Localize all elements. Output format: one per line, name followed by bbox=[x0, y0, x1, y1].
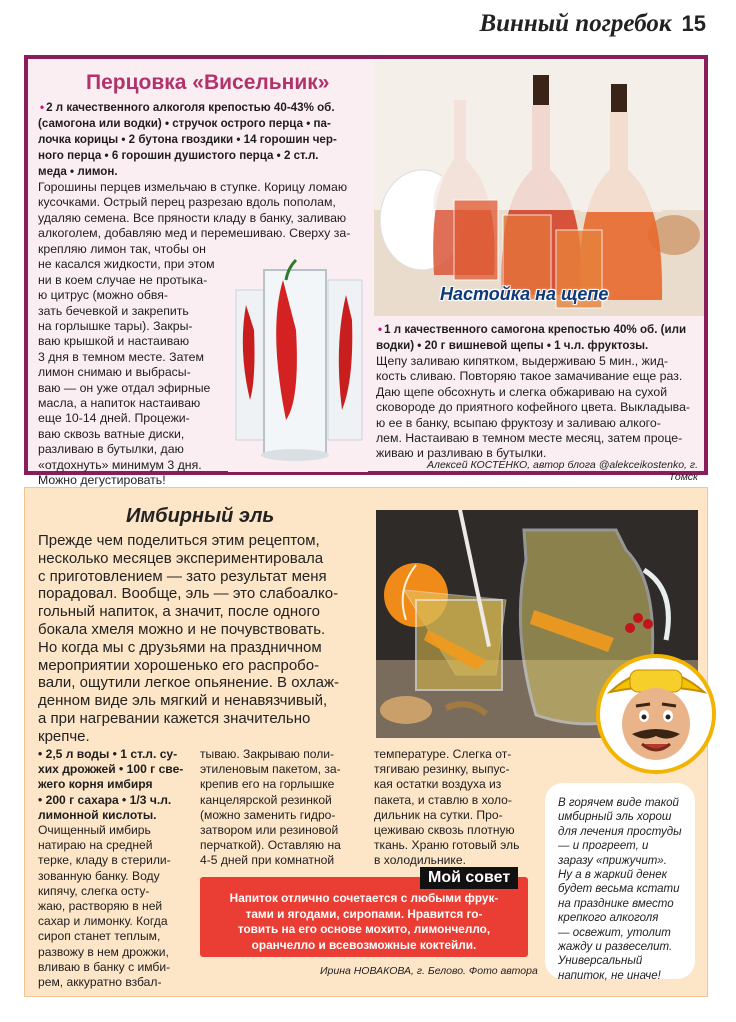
advice-box bbox=[200, 877, 528, 957]
text-line: с приготовлением — зато результат меня bbox=[38, 567, 327, 585]
ingredient-line: хих дрожжей • 100 г све- bbox=[38, 762, 184, 777]
text-line: на празднике вместо bbox=[558, 897, 674, 910]
text-line: развожу в нем дрожжи, bbox=[38, 944, 169, 959]
text-line: еще 10-14 дней. Процежи- bbox=[38, 411, 190, 426]
text-line: Горошины перцев измельчаю в ступке. Корицу ломаю bbox=[38, 180, 348, 194]
text-line: — и прогреет, и bbox=[558, 840, 649, 853]
text-line: бокала хмеля можно и не почувствовать. bbox=[38, 620, 326, 638]
photo-liqueur-bottles bbox=[374, 60, 704, 316]
text-line: оранчелло и всевозможные коктейли. bbox=[251, 937, 477, 952]
text-line: ваю — он уже отдал эфирные bbox=[38, 380, 211, 395]
cartoon-chef-mascot bbox=[596, 652, 718, 776]
text-line: сироп станет теплым, bbox=[38, 929, 161, 944]
text-line: крепив его на горлышке bbox=[200, 777, 335, 792]
text-line: гольный напиток, а значит, после одного bbox=[38, 603, 320, 621]
text-line: крепче. bbox=[38, 727, 90, 745]
page-number: 15 bbox=[681, 11, 706, 36]
text-line: алкоголем, добавляю мед и перемешиваю. Сверху за- bbox=[38, 226, 351, 241]
text-line: кая остатки воздуха из bbox=[374, 777, 502, 792]
text-line: порадовал. Вообще, эль — это слабоалко- bbox=[38, 585, 339, 603]
text-line: будет весьма кстати bbox=[558, 883, 680, 896]
text-line: вливаю в банку с имби- bbox=[38, 959, 171, 974]
text-line: 4-5 дней при комнатной bbox=[200, 853, 335, 868]
text-line: кусочками. Острый перец разрезаю вдоль пополам, bbox=[38, 195, 336, 210]
recipe2-author: Алексей КОСТЕНКО, автор блога @alekceikostenko, г. Томск bbox=[427, 459, 698, 483]
recipe3-method-col3 bbox=[374, 747, 539, 869]
text-line: масла, а напиток настаиваю bbox=[38, 396, 201, 411]
text-line: товить на его основе мохито, лимончелло, bbox=[237, 922, 491, 936]
text-line: ю ее в банку, всыпаю фруктозу и заливаю алкого- bbox=[376, 415, 661, 430]
ingredient-line: лимонной кислоты. bbox=[38, 807, 157, 822]
text-line: ваю сквозь ватные диски, bbox=[38, 426, 185, 441]
ingredient-line: • 200 г сахара • 1/3 ч.л. bbox=[38, 792, 172, 807]
text-line: Ну а в жаркий денек bbox=[558, 869, 668, 882]
recipe1-method-narrow bbox=[38, 242, 224, 489]
text-line: 3 дня в темном месте. Затем bbox=[38, 349, 204, 364]
recipe1-ingredients bbox=[38, 100, 368, 180]
text-line: Можно дегустировать! bbox=[38, 473, 166, 488]
text-line: температуре. Слегка от- bbox=[374, 747, 512, 761]
text-line: кипячу, слегка осту- bbox=[38, 883, 150, 898]
advice-title: Мой совет bbox=[420, 867, 518, 889]
speech-bubble-text bbox=[558, 796, 690, 983]
text-line: живаю и разливаю в бутылки. bbox=[376, 446, 547, 461]
text-line: затвором или резиновой bbox=[200, 823, 339, 838]
ingredient-line: меда • лимон. bbox=[38, 165, 118, 178]
text-line: терке, кладу в стерили- bbox=[38, 853, 171, 868]
text-line: крепкого алкоголя bbox=[558, 912, 659, 925]
photo-pepper-vodka-glasses bbox=[228, 250, 368, 472]
recipe1-method-top bbox=[38, 180, 368, 242]
text-line: цеживаю сквозь плотную bbox=[374, 823, 515, 838]
text-line: имбирный эль хорош bbox=[558, 811, 672, 824]
recipe3-method-col1 bbox=[38, 823, 188, 990]
text-line: жаю, растворяю в ней bbox=[38, 899, 163, 914]
text-line: ткань. Храню готовый эль bbox=[374, 838, 520, 853]
section-title: Винный погребок bbox=[479, 10, 672, 37]
text-line: рем, аккуратно взбал- bbox=[38, 975, 162, 990]
text-line: Щепу заливаю кипятком, выдерживаю 5 мин., жид- bbox=[376, 354, 669, 368]
ingredient-line: водки) • 20 г вишневой щепы • 1 ч.л. фруктозы. bbox=[376, 339, 649, 352]
recipe3-ingredients bbox=[38, 747, 188, 823]
text-line: — освежит, утолит bbox=[558, 926, 671, 939]
recipe2-method bbox=[376, 354, 702, 462]
text-line: сковороде до приятного кофейного цвета. Выкладыва- bbox=[376, 400, 690, 415]
text-line: тами и ягодами, сиропами. Нравится го- bbox=[245, 906, 483, 921]
text-line: денном виде эль мягкий и ненавязчивый, bbox=[38, 692, 328, 710]
text-line: натираю на средней bbox=[38, 838, 153, 853]
recipe3-intro bbox=[38, 532, 364, 746]
text-line: напиток, не иначе! bbox=[558, 969, 661, 982]
text-line: этиленовым пакетом, за- bbox=[200, 762, 341, 777]
recipe2-ingredients bbox=[376, 322, 702, 354]
text-line: ни в коем случае не протыка- bbox=[38, 272, 208, 287]
text-line: на горлышке тары). Закры- bbox=[38, 319, 193, 334]
ingredient-line: • 2,5 л воды • 1 ст.л. су- bbox=[38, 747, 178, 761]
text-line: ю цитрус (можно обвя- bbox=[38, 288, 169, 303]
recipe3-author: Ирина НОВАКОВА, г. Белово. Фото автора bbox=[320, 965, 538, 977]
text-line: Универсальный bbox=[558, 955, 643, 968]
text-line: лимон снимаю и выбрасы- bbox=[38, 365, 191, 380]
text-line: дильник на сутки. Про- bbox=[374, 807, 503, 822]
text-line: Напиток отлично сочетается с любыми фрук- bbox=[229, 891, 499, 905]
text-line: зованную банку. Воду bbox=[38, 868, 160, 883]
section-header bbox=[479, 10, 706, 38]
text-line: сахар и лимонку. Когда bbox=[38, 914, 168, 929]
text-line: для лечения простуды bbox=[558, 825, 682, 838]
text-line: разливаю в бутылки, даю bbox=[38, 442, 184, 457]
text-line: заразу «прижучит». bbox=[558, 854, 667, 867]
text-line: Очищенный имбирь bbox=[38, 823, 151, 837]
text-line: несколько месяцев экспериментировала bbox=[38, 549, 324, 567]
ingredient-line: лочка корицы • 2 бутона гвоздики • 14 горошин чер- bbox=[38, 133, 337, 146]
recipe3-method-col2 bbox=[200, 747, 365, 869]
text-line: жажду и развеселит. bbox=[558, 941, 673, 954]
text-line: тягиваю резинку, выпус- bbox=[374, 762, 510, 777]
text-line: Даю щепе обсохнуть и слегка обжариваю на сухой bbox=[376, 384, 668, 399]
text-line: удаляю семена. Все пряности кладу в банку, заливаю bbox=[38, 210, 347, 225]
text-line: Но когда мы с друзьями на праздничном bbox=[38, 638, 322, 656]
text-line: кость сливаю. Повторяю такое замачивание еще раз. bbox=[376, 369, 683, 384]
text-line: ваю крышкой и настаиваю bbox=[38, 334, 190, 349]
text-line: (можно заменить гидро- bbox=[200, 807, 336, 822]
text-line: пакета, и ставлю в холо- bbox=[374, 792, 512, 807]
text-line: перчаткой). Оставляю на bbox=[200, 838, 341, 853]
text-line: тываю. Закрываю поли- bbox=[200, 747, 335, 761]
ingredient-line: ного перца • 6 горошин душистого перца • 2 ст.л. bbox=[38, 149, 319, 162]
text-line: вали, ощутили легкое опьянение. В охлаж- bbox=[38, 674, 339, 692]
text-line: а при нагревании кажется значительно bbox=[38, 709, 311, 727]
text-line: мероприятии хорошенько его распробо- bbox=[38, 656, 320, 674]
ingredient-line: • 2 л качественного алкоголя крепостью 40-43% об. bbox=[40, 101, 335, 114]
text-line: крепляю лимон так, чтобы он bbox=[38, 242, 206, 256]
text-line: зать бечевкой и закрепить bbox=[38, 303, 189, 318]
text-line: не касался жидкости, при этом bbox=[38, 257, 215, 272]
recipe3-title: Имбирный эль bbox=[126, 505, 275, 527]
text-line: канцелярской резинкой bbox=[200, 792, 332, 807]
text-line: «отдохнуть» минимум 3 дня. bbox=[38, 457, 202, 472]
text-line: Прежде чем поделиться этим рецептом, bbox=[38, 532, 320, 549]
text-line: лем. Настаиваю в темном месте месяц, затем проце- bbox=[376, 431, 683, 446]
recipe2-title: Настойка на щепе bbox=[440, 284, 609, 304]
text-line: В горячем виде такой bbox=[558, 797, 679, 809]
ingredient-line: • 1 л качественного самогона крепостью 40% об. (или bbox=[378, 323, 687, 336]
ingredient-line: жего корня имбиря bbox=[38, 777, 153, 792]
recipe1-title: Перцовка «Висельник» bbox=[86, 71, 330, 94]
ingredient-line: (самогона или водки) • стручок острого перца • па- bbox=[38, 117, 331, 130]
text-line: в холодильнике. bbox=[374, 853, 466, 868]
